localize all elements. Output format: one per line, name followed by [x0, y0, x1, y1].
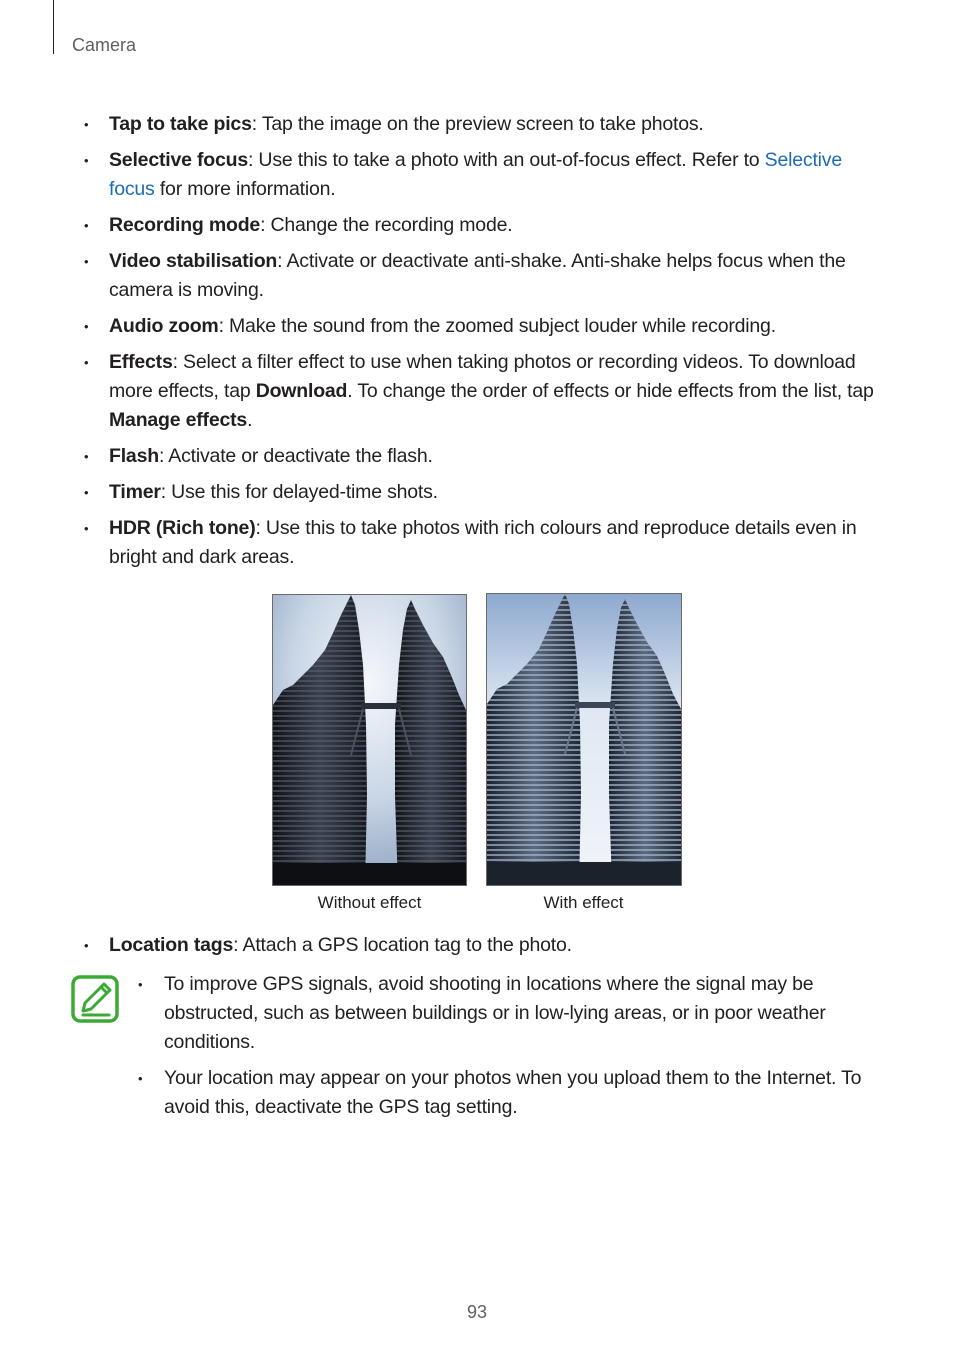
- item-text: for more information.: [154, 178, 336, 200]
- item-term: Location tags: [109, 934, 234, 956]
- section-title: Camera: [72, 35, 137, 55]
- list-item: [84, 247, 884, 305]
- list-item: [84, 931, 884, 960]
- towers-photo-hdr: [487, 594, 681, 885]
- note-item: • To improve GPS signals, avoid shooting in locations where the signal may be obstructed, such as between buildings or in low-lying areas, or in poor weather conditions.: [138, 970, 878, 1057]
- location-list: [84, 931, 884, 960]
- item-term: Audio zoom: [109, 315, 219, 337]
- item-text: : Make the sound from the zoomed subject louder while recording.: [218, 315, 776, 337]
- item-term: Timer: [109, 481, 161, 503]
- item-term: Effects: [109, 351, 173, 373]
- margin-rule: [53, 0, 54, 54]
- item-term: Flash: [109, 445, 159, 467]
- list-item: [84, 146, 884, 204]
- item-text: : Select a filter effect to use when taking photos or recording videos. To download more effects, tap: [109, 351, 856, 402]
- list-item: [84, 211, 884, 240]
- item-text: : Change the recording mode.: [260, 214, 513, 236]
- item-text: .: [247, 409, 253, 431]
- note-item: • Your location may appear on your photos when you upload them to the Internet. To avoid this, deactivate the GPS tag setting.: [138, 1064, 878, 1122]
- item-text: : Tap the image on the preview screen to take photos.: [251, 113, 704, 135]
- item-text: : Attach a GPS location tag to the photo.: [233, 934, 572, 956]
- list-item: [84, 348, 884, 435]
- item-term: Manage effects: [109, 409, 248, 431]
- item-term: Tap to take pics: [109, 113, 252, 135]
- notes-list: [138, 970, 878, 1129]
- list-item: [84, 110, 884, 139]
- item-term: Selective focus: [109, 149, 248, 171]
- caption-with-effect: With effect: [543, 893, 624, 912]
- list-item: [84, 478, 884, 507]
- page-number: 93: [466, 1302, 488, 1322]
- caption-without-effect: Without effect: [317, 893, 422, 912]
- note-pencil-icon: [71, 975, 119, 1023]
- list-item: [84, 442, 884, 471]
- list-item: [84, 312, 884, 341]
- item-text: : Use this to take photos with rich colours and reproduce details even in bright and dark areas.: [109, 517, 857, 568]
- item-text: : Use this for delayed-time shots.: [160, 481, 438, 503]
- selective-focus-link[interactable]: Selective focus: [109, 149, 842, 200]
- photo-with-effect: [486, 593, 682, 886]
- list-item: [84, 514, 884, 572]
- item-term: Recording mode: [109, 214, 261, 236]
- item-text: : Use this to take a photo with an out-of-focus effect. Refer to: [248, 149, 765, 171]
- photo-without-effect: [272, 594, 467, 886]
- settings-list: [84, 110, 884, 579]
- item-term: Video stabilisation: [109, 250, 278, 272]
- item-term: HDR (Rich tone): [109, 517, 256, 539]
- towers-photo-plain: [273, 595, 466, 885]
- item-text: : Activate or deactivate the flash.: [158, 445, 433, 467]
- item-term: Download: [255, 380, 348, 402]
- item-text: . To change the order of effects or hide effects from the list, tap: [347, 380, 874, 402]
- item-text: : Activate or deactivate anti-shake. Anti-shake helps focus when the camera is moving.: [109, 250, 846, 301]
